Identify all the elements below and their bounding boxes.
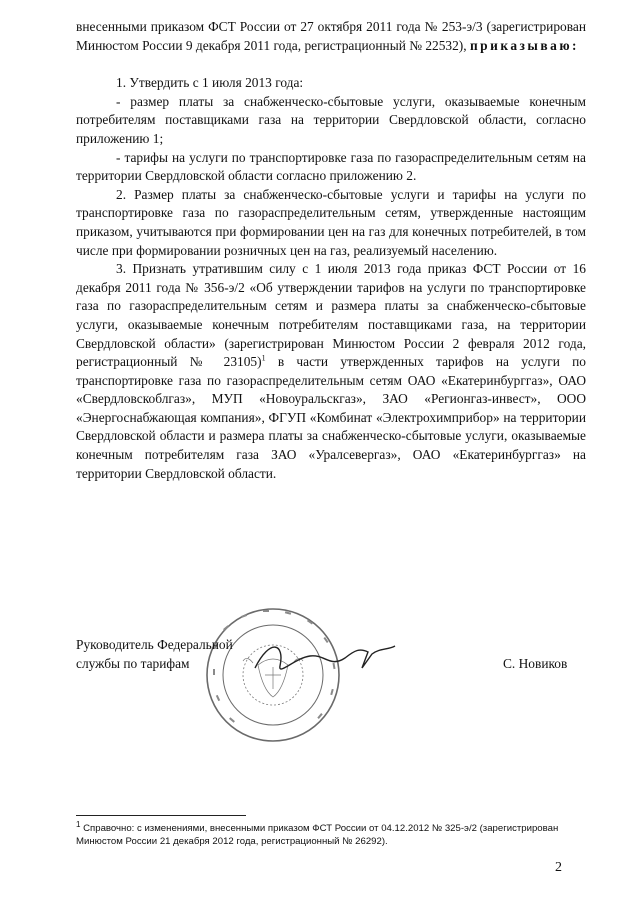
paragraph-item-1-a: - размер платы за снабженческо-сбытовые услуги, оказываемые конечным потребителям поставщиками газа на территории Свердловской области, согласно приложению 1; [76, 93, 586, 146]
handwritten-signature [250, 628, 400, 688]
footnote [76, 819, 586, 848]
document-body [76, 18, 586, 483]
footnote-text: Справочно: с изменениями, внесенными приказом ФСТ России от 04.12.2012 № 325-э/2 (зарегистрирован Минюстом России 21 декабря 2012 года, регистрационный № 26292). [76, 823, 559, 847]
signatory-title-line-2: службы по тарифам [76, 656, 190, 671]
order-keyword: приказываю: [469, 37, 580, 53]
page-number: 2 [555, 860, 562, 875]
paragraph-item-1: 1. Утвердить с 1 июля 2013 года: [116, 75, 304, 91]
paragraph-item-3 [76, 260, 586, 483]
signatory-name: С. Новиков [503, 656, 568, 671]
signatory-title [76, 635, 233, 673]
footnote-mark: 1 [76, 819, 81, 829]
item-3-text-b: в части утвержденных тарифов на услуги по транспортировке газа по газораспределительным сетям ОАО «Екатеринбурггаз», ОАО «Свердловскоблгаз», МУП «Новоуральскгаз», ЗАО «Регионгаз-инвест», ООО «Энергоснабжающая компания», ФГУП «Комбинат «Электрохимприбор» на территории Свердловской области и размера платы за снабженческо-сбытовые услуги, оказываемые конечным потребителям газа ЗАО «Уралсевергаз», ОАО «Екатеринбурггаз» на территории Свердловской области. [76, 354, 586, 481]
footnote-reference: 1 [261, 353, 266, 363]
paragraph-item-2: 2. Размер платы за снабженческо-сбытовые услуги и тарифы на услуги по транспортировке газа по газораспределительным сетям, утвержденные настоящим приказом, учитываются при формировании цен на газ для конечных потребителей, в том числе при формировании розничных цен на газ, реализуемый населению. [76, 186, 586, 258]
footnote-divider [76, 815, 246, 816]
item-3-text-a: 3. Признать утратившим силу с 1 июля 2013 года приказ ФСТ России от 16 декабря 2011 года № 356-э/2 «Об утверждении тарифов на услуги по транспортировке газа по газораспределительным сетям и размера платы за снабженческо-сбытовые услуги, оказываемые конечным потребителям поставщиками газа, на территории Свердловской области» (зарегистрирован Минюстом России 2 февраля 2012 года, регистрационный № 23105) [76, 261, 586, 370]
paragraph-gap [76, 55, 586, 74]
signatory-title-line-1: Руководитель Федеральной [76, 637, 233, 652]
paragraph-item-1-b: - тарифы на услуги по транспортировке газа по газораспределительным сетям на территории Свердловской области согласно приложению 2. [76, 149, 586, 184]
paragraph-intro [76, 18, 586, 55]
intro-text: внесенными приказом ФСТ России от 27 октября 2011 года № 253-э/3 (зарегистрирован Минюстом России 9 декабря 2011 года, регистрационный № 22532), [76, 19, 586, 53]
